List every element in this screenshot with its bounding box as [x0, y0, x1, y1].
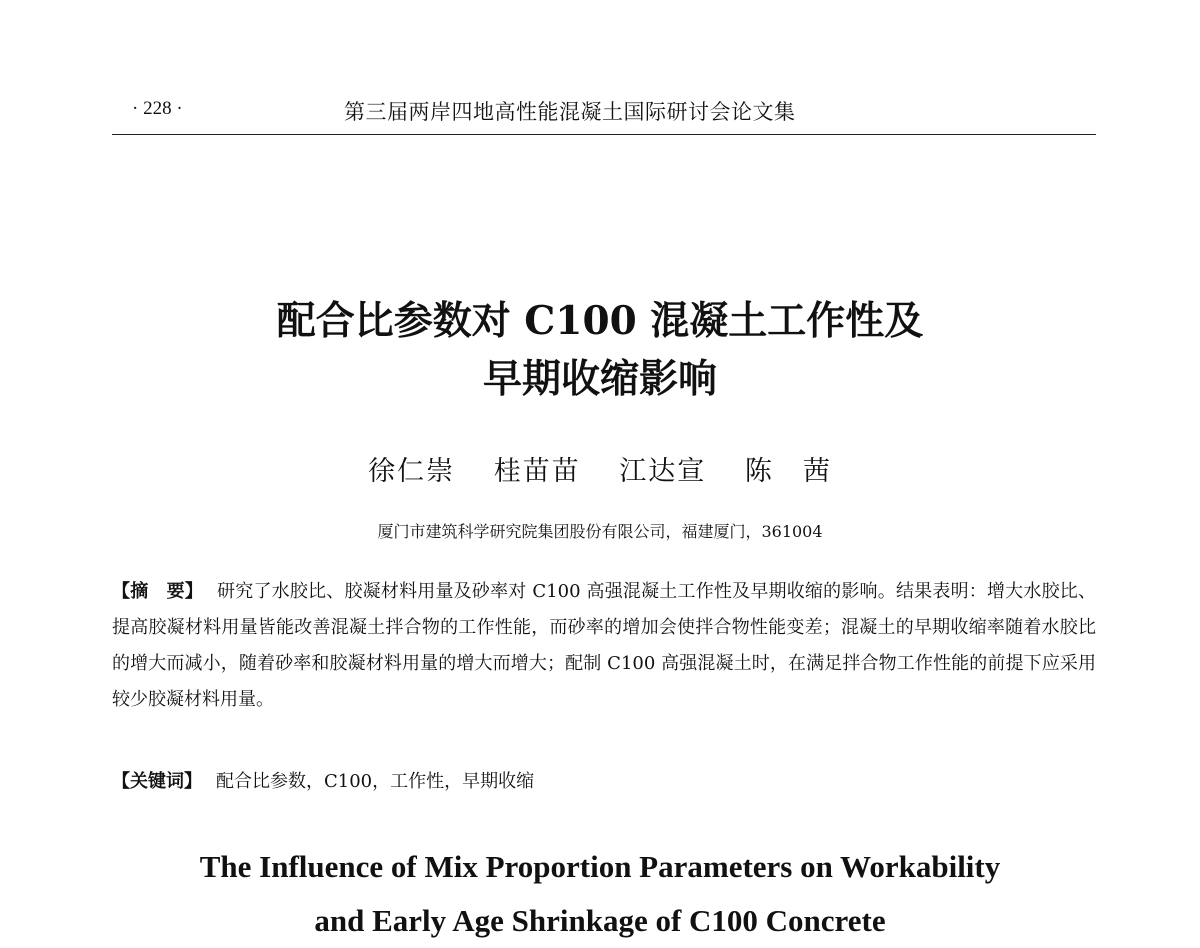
- title-en-line-1: The Influence of Mix Proportion Parameters on Workability: [199, 849, 1001, 884]
- affiliation: 厦门市建筑科学研究院集团股份有限公司，福建厦门，361004: [377, 522, 823, 541]
- author: 陈 茜: [744, 456, 832, 487]
- author: 江达宣: [619, 456, 707, 487]
- author: 桂苗苗: [493, 456, 581, 487]
- abstract-label: 【摘 要】: [112, 581, 204, 602]
- page-number: · 228 ·: [132, 98, 183, 119]
- title-cn-line-1: 配合比参数对 C100 混凝土工作性及: [276, 298, 924, 344]
- title-en-line-2: and Early Age Shrinkage of C100 Concrete: [314, 903, 886, 938]
- running-title: 第三届两岸四地高性能混凝土国际研讨会论文集: [344, 100, 796, 124]
- author: 徐仁崇: [368, 456, 456, 487]
- abstract-text: 研究了水胶比、胶凝材料用量及砂率对 C100 高强混凝土工作性及早期收缩的影响。结果表明：增大水胶比、提高胶凝材料用量皆能改善混凝土拌合物的工作性能，而砂率的增加会使拌合物性能变差；混凝土的早期收缩率随着水胶比的增大而减小，随着砂率和胶凝材料用量的增大而增大；配制 C100 高强混凝土时，在满足拌合物工作性能的前提下应采用较少胶凝材料用量。: [112, 581, 1096, 710]
- keywords-text: 配合比参数，C100，工作性，早期收缩: [216, 771, 535, 792]
- author-list: [0, 449, 1200, 488]
- abstract: [112, 574, 1096, 718]
- page-header: [112, 92, 1096, 136]
- paper-title-english: [0, 840, 1200, 948]
- keywords-label: 【关键词】: [112, 771, 202, 792]
- keywords: [112, 764, 1096, 800]
- header-rule: [112, 134, 1096, 135]
- title-cn-line-2: 早期收缩影响: [482, 356, 717, 402]
- paper-title-chinese: [0, 292, 1200, 408]
